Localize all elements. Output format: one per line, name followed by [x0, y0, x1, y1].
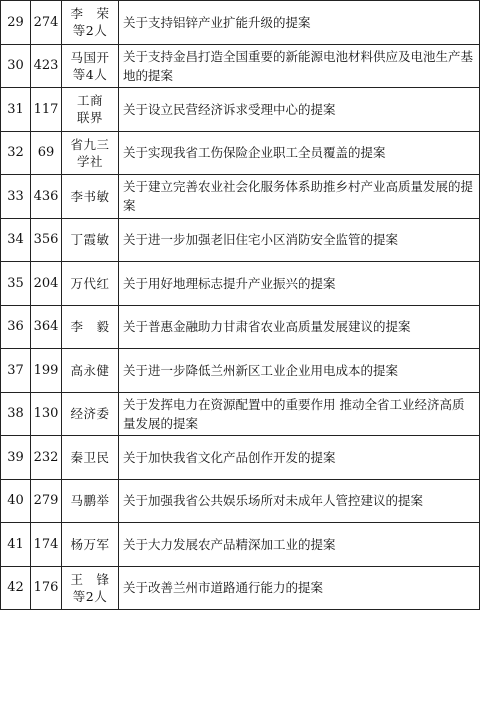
proposer-name-cell	[62, 131, 119, 175]
table-row	[1, 523, 480, 567]
proposal-title-text: 关于支持金昌打造全国重要的新能源电池材料供应及电池生产基地的提案	[123, 48, 474, 83]
serial-number-cell	[1, 349, 31, 393]
proposal-code-text: 232	[33, 449, 59, 465]
proposal-code-cell	[31, 436, 62, 480]
proposal-code-text: 130	[33, 406, 59, 422]
proposal-title-cell	[119, 566, 480, 610]
serial-number-cell	[1, 436, 31, 480]
proposer-name-text: 秦卫民	[70, 449, 110, 465]
proposer-name-cell	[62, 218, 119, 262]
serial-number-text: 40	[7, 493, 24, 509]
proposal-title-cell	[119, 218, 480, 262]
proposal-title-text: 关于建立完善农业社会化服务体系助推乡村产业高质量发展的提案	[123, 179, 474, 214]
proposal-code-text: 356	[33, 232, 59, 248]
proposer-name-text: 李书敏	[70, 188, 110, 204]
serial-number-cell	[1, 262, 31, 306]
proposal-title-text: 关于加快我省文化产品创作开发的提案	[123, 449, 336, 465]
proposer-name-cell	[62, 349, 119, 393]
table-row	[1, 392, 480, 436]
proposer-name-cell	[62, 523, 119, 567]
serial-number-cell	[1, 175, 31, 219]
proposal-title-text: 关于普惠金融助力甘肃省农业高质量发展建议的提案	[123, 319, 411, 335]
proposal-title-text: 关于发挥电力在资源配置中的重要作用 推动全省工业经济高质量发展的提案	[123, 396, 465, 431]
proposer-name-text: 杨万军	[70, 536, 110, 552]
proposal-code-text: 279	[33, 493, 59, 509]
proposer-name-cell	[62, 436, 119, 480]
proposal-title-cell	[119, 175, 480, 219]
serial-number-text: 34	[7, 232, 24, 248]
serial-number-cell	[1, 392, 31, 436]
proposal-code-cell	[31, 566, 62, 610]
proposal-title-cell	[119, 262, 480, 306]
proposal-code-cell	[31, 88, 62, 132]
proposer-name-text: 高永健	[70, 362, 110, 378]
proposal-title-text: 关于用好地理标志提升产业振兴的提案	[123, 275, 336, 291]
proposer-name-text: 马鹏举	[70, 493, 110, 509]
table-row	[1, 436, 480, 480]
proposal-table-body	[1, 1, 480, 610]
proposer-name-text: 李 毅	[70, 319, 110, 335]
serial-number-text: 31	[7, 101, 24, 117]
proposal-code-text: 174	[33, 536, 59, 552]
proposal-title-cell	[119, 436, 480, 480]
serial-number-text: 33	[7, 188, 24, 204]
proposer-name-cell	[62, 305, 119, 349]
proposer-name-text: 经济委	[70, 406, 110, 422]
proposal-code-cell	[31, 392, 62, 436]
serial-number-text: 35	[7, 275, 24, 291]
serial-number-cell	[1, 88, 31, 132]
proposal-title-cell	[119, 1, 480, 45]
proposer-name-text: 马国开 等4人	[70, 49, 110, 82]
proposal-code-cell	[31, 44, 62, 88]
table-row	[1, 305, 480, 349]
proposal-code-cell	[31, 175, 62, 219]
proposer-name-cell	[62, 262, 119, 306]
proposal-title-cell	[119, 479, 480, 523]
proposal-title-text: 关于进一步加强老旧住宅小区消防安全监管的提案	[123, 232, 399, 248]
proposal-code-cell	[31, 131, 62, 175]
proposal-code-cell	[31, 523, 62, 567]
serial-number-cell	[1, 1, 31, 45]
proposal-title-cell	[119, 349, 480, 393]
proposer-name-cell	[62, 566, 119, 610]
table-row	[1, 479, 480, 523]
proposal-code-text: 199	[33, 362, 59, 378]
serial-number-text: 30	[7, 58, 24, 74]
proposer-name-text: 工商 联界	[76, 93, 103, 126]
proposal-code-cell	[31, 218, 62, 262]
proposal-code-text: 204	[33, 275, 59, 291]
serial-number-cell	[1, 44, 31, 88]
proposal-title-cell	[119, 392, 480, 436]
table-row	[1, 1, 480, 45]
proposal-title-cell	[119, 44, 480, 88]
proposal-title-text: 关于设立民营经济诉求受理中心的提案	[123, 101, 336, 117]
proposal-title-cell	[119, 88, 480, 132]
proposal-title-cell	[119, 523, 480, 567]
serial-number-cell	[1, 523, 31, 567]
serial-number-text: 39	[7, 449, 24, 465]
proposal-code-text: 117	[33, 101, 59, 117]
table-row	[1, 88, 480, 132]
proposal-code-text: 364	[33, 319, 59, 335]
proposal-code-cell	[31, 479, 62, 523]
table-row	[1, 175, 480, 219]
serial-number-cell	[1, 131, 31, 175]
proposal-code-cell	[31, 262, 62, 306]
proposal-code-text: 69	[37, 145, 55, 161]
proposer-name-cell	[62, 175, 119, 219]
serial-number-cell	[1, 479, 31, 523]
proposal-code-text: 436	[33, 188, 59, 204]
proposal-title-text: 关于加强我省公共娱乐场所对未成年人管控建议的提案	[123, 493, 424, 509]
proposal-code-text: 423	[33, 58, 59, 74]
proposal-title-cell	[119, 305, 480, 349]
proposer-name-cell	[62, 392, 119, 436]
serial-number-text: 36	[7, 319, 24, 335]
proposal-title-text: 关于大力发展农产品精深加工业的提案	[123, 536, 336, 552]
proposer-name-cell	[62, 1, 119, 45]
proposal-code-text: 176	[33, 580, 59, 596]
proposal-code-text: 274	[33, 14, 59, 30]
proposer-name-cell	[62, 88, 119, 132]
proposal-code-cell	[31, 349, 62, 393]
serial-number-text: 42	[7, 580, 24, 596]
proposal-code-cell	[31, 1, 62, 45]
proposer-name-cell	[62, 479, 119, 523]
serial-number-text: 38	[7, 406, 24, 422]
proposal-title-text: 关于实现我省工伤保险企业职工全员覆盖的提案	[123, 145, 386, 161]
serial-number-text: 29	[7, 14, 24, 30]
proposal-title-text: 关于进一步降低兰州新区工业企业用电成本的提案	[123, 362, 399, 378]
serial-number-cell	[1, 566, 31, 610]
proposer-name-cell	[62, 44, 119, 88]
table-row	[1, 218, 480, 262]
table-row	[1, 262, 480, 306]
table-row	[1, 566, 480, 610]
serial-number-cell	[1, 305, 31, 349]
proposal-title-text: 关于支持铝锌产业扩能升级的提案	[123, 14, 311, 30]
serial-number-text: 32	[7, 145, 24, 161]
proposer-name-text: 李 荣 等2人	[70, 6, 110, 39]
proposer-name-text: 万代红	[70, 275, 110, 291]
proposer-name-text: 丁霞敏	[70, 232, 110, 248]
serial-number-text: 37	[7, 362, 24, 378]
proposal-title-text: 关于改善兰州市道路通行能力的提案	[123, 580, 324, 596]
proposal-title-cell	[119, 131, 480, 175]
serial-number-cell	[1, 218, 31, 262]
table-row	[1, 131, 480, 175]
proposal-code-cell	[31, 305, 62, 349]
proposer-name-text: 省九三 学社	[70, 136, 110, 169]
table-row	[1, 44, 480, 88]
proposer-name-text: 王 锋 等2人	[70, 571, 110, 604]
table-row	[1, 349, 480, 393]
serial-number-text: 41	[7, 536, 24, 552]
